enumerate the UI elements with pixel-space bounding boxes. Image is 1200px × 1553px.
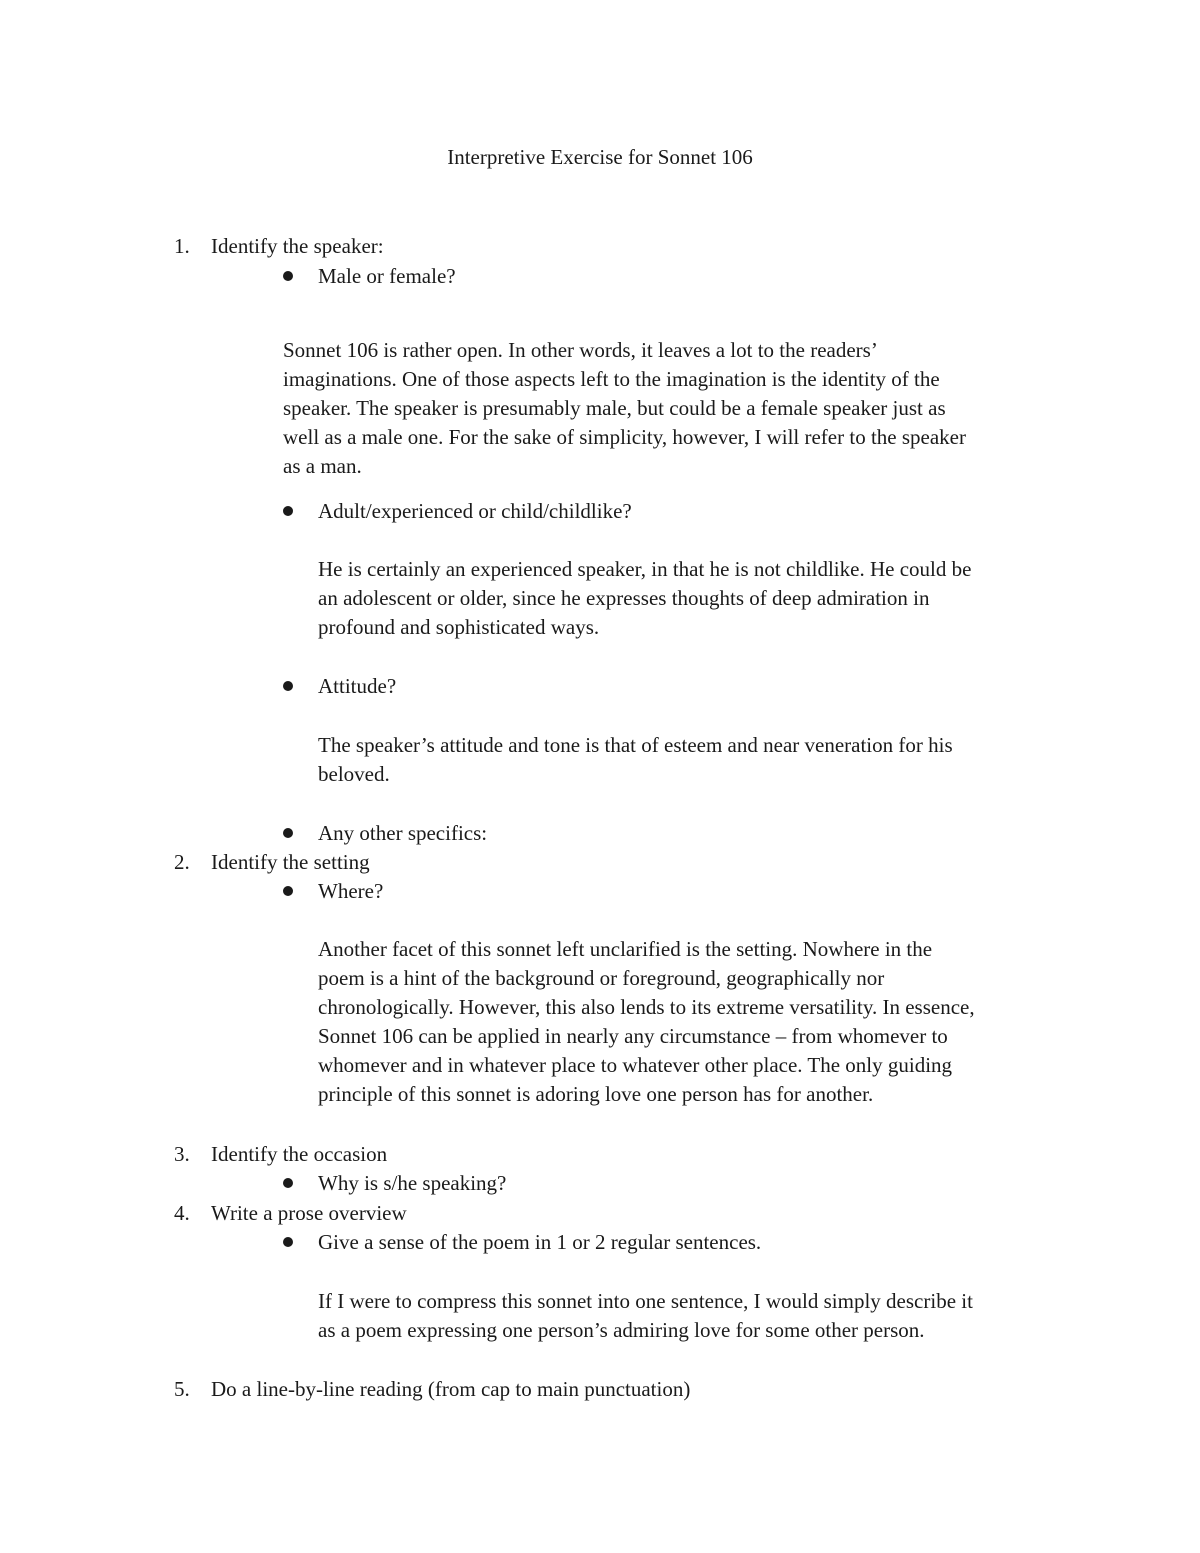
- answer-line: principle of this sonnet is adoring love one person has for another.: [318, 1082, 874, 1106]
- sub-item-label: Give a sense of the poem in 1 or 2 regular sentences.: [318, 1230, 762, 1254]
- answer-line: speaker. The speaker is presumably male, but could be a female speaker just as: [283, 396, 946, 420]
- bullet-icon: [283, 1237, 293, 1247]
- answer-line: If I were to compress this sonnet into one sentence, I would simply describe it: [318, 1289, 973, 1313]
- sub-item-label: Adult/experienced or child/childlike?: [318, 499, 632, 523]
- item-heading: Write a prose overview: [211, 1201, 407, 1225]
- item-heading: Identify the setting: [211, 850, 370, 874]
- answer-paragraph: [318, 555, 1078, 642]
- answer-line: Another facet of this sonnet left unclarified is the setting. Nowhere in the: [318, 937, 933, 961]
- answer-line: an adolescent or older, since he expresses thoughts of deep admiration in: [318, 586, 930, 610]
- document-title: Interpretive Exercise for Sonnet 106: [447, 145, 753, 169]
- bullet-icon: [283, 681, 293, 691]
- answer-line: imaginations. One of those aspects left to the imagination is the identity of the: [283, 367, 940, 391]
- answer-paragraph: [318, 731, 1078, 789]
- answer-line: The speaker’s attitude and tone is that of esteem and near veneration for his: [318, 733, 953, 757]
- sub-item-label: Male or female?: [318, 264, 456, 288]
- item-heading: Identify the speaker:: [211, 234, 384, 258]
- item-number: 4.: [174, 1201, 190, 1225]
- bullet-icon: [283, 271, 293, 281]
- bullet-icon: [283, 886, 293, 896]
- answer-paragraph: [318, 935, 1078, 1109]
- bullet-icon: [283, 828, 293, 838]
- bullet-icon: [283, 506, 293, 516]
- answer-line: chronologically. However, this also lends to its extreme versatility. In essence,: [318, 995, 975, 1019]
- item-heading: Do a line-by-line reading (from cap to main punctuation): [211, 1377, 691, 1401]
- sub-item-label: Attitude?: [318, 674, 397, 698]
- item-heading: Identify the occasion: [211, 1142, 388, 1166]
- answer-line: beloved.: [318, 762, 390, 786]
- sub-item-label: Any other specifics:: [318, 821, 488, 845]
- answer-line: as a poem expressing one person’s admiring love for some other person.: [318, 1318, 925, 1342]
- answer-line: profound and sophisticated ways.: [318, 615, 600, 639]
- answer-line: poem is a hint of the background or foreground, geographically nor: [318, 966, 885, 990]
- item-number: 3.: [174, 1142, 190, 1166]
- answer-paragraph: [318, 1287, 1078, 1345]
- answer-line: Sonnet 106 is rather open. In other words, it leaves a lot to the readers’: [283, 338, 878, 362]
- bullet-icon: [283, 1178, 293, 1188]
- sub-item-label: Where?: [318, 879, 384, 903]
- sub-item-label: Why is s/he speaking?: [318, 1171, 507, 1195]
- answer-line: whomever and in whatever place to whatever other place. The only guiding: [318, 1053, 953, 1077]
- item-number: 5.: [174, 1377, 190, 1401]
- item-number: 2.: [174, 850, 190, 874]
- answer-line: He is certainly an experienced speaker, in that he is not childlike. He could be: [318, 557, 972, 581]
- answer-line: Sonnet 106 can be applied in nearly any circumstance – from whomever to: [318, 1024, 948, 1048]
- answer-line: as a man.: [283, 454, 362, 478]
- answer-paragraph: [283, 336, 1073, 481]
- item-number: 1.: [174, 234, 190, 258]
- answer-line: well as a male one. For the sake of simplicity, however, I will refer to the speaker: [283, 425, 966, 449]
